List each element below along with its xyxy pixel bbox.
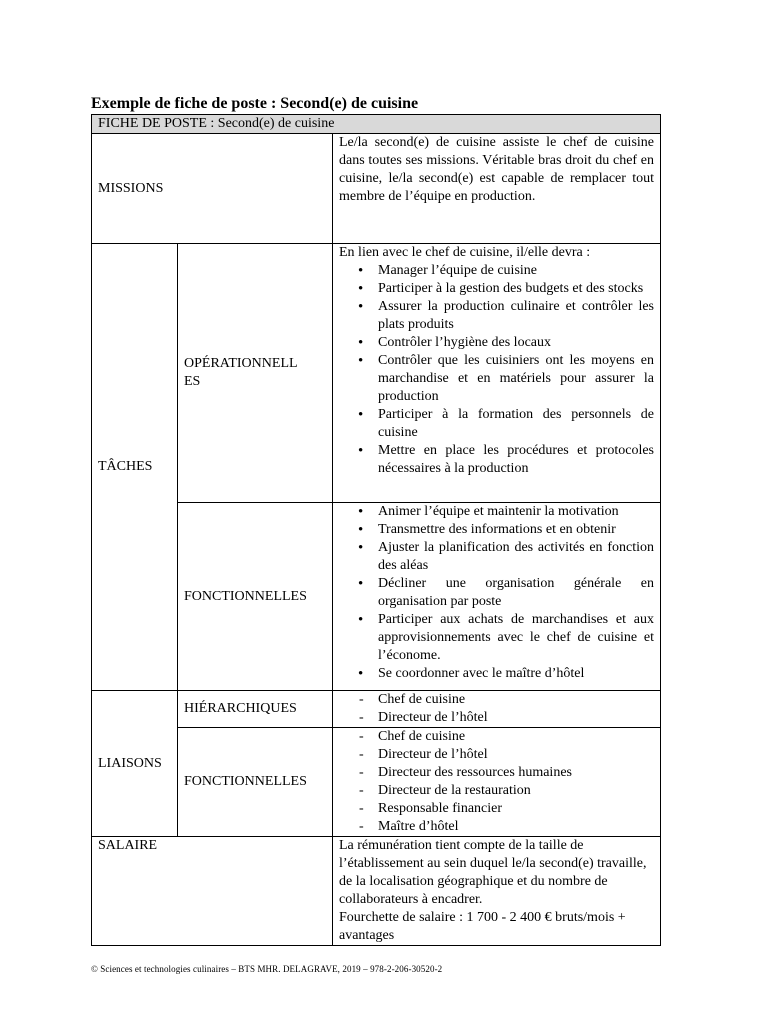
operationnelles-label: [178, 244, 333, 503]
taches-fonctionnelles-content: [333, 503, 661, 691]
list-item: - Chef de cuisine: [339, 691, 654, 709]
liaisons-fonctionnelles-list: [339, 728, 654, 836]
taches-fonctionnelles-row: [92, 503, 661, 691]
liaisons-fonctionnelles-content: [333, 728, 661, 837]
salaire-range: Fourchette de salaire : 1 700 - 2 400 € bruts/mois + avantages: [339, 910, 626, 943]
missions-label: MISSIONS: [92, 134, 333, 244]
list-item: - Directeur des ressources humaines: [339, 764, 654, 782]
list-item: • Animer l’équipe et maintenir la motivation: [339, 503, 654, 521]
list-item: • Contrôler que les cuisiniers ont les moyens en marchandise et en matériels pour assurer la production: [339, 352, 654, 406]
salaire-content: [333, 837, 661, 946]
list-item: - Maître d’hôtel: [339, 818, 654, 836]
list-item: • Transmettre des informations et en obtenir: [339, 521, 654, 539]
operationnelles-label-text: OPÉRATIONNELLES: [184, 356, 298, 389]
list-item: • Participer à la gestion des budgets et des stocks: [339, 280, 654, 298]
taches-fonctionnelles-label: FONCTIONNELLES: [178, 503, 333, 691]
liaisons-fonctionnelles-row: [92, 728, 661, 837]
taches-label: TÂCHES: [92, 244, 178, 691]
operationnelles-content: [333, 244, 661, 503]
list-item: • Mettre en place les procédures et protocoles nécessaires à la production: [339, 442, 654, 478]
salaire-text: La rémunération tient compte de la taille de l’établissement au sein duquel le/la second(e) travaille, de la localisation géographique et du nombre de collaborateurs à encadrer.: [339, 838, 647, 907]
list-item: - Directeur de l’hôtel: [339, 746, 654, 764]
table-header: FICHE DE POSTE : Second(e) de cuisine: [92, 115, 661, 134]
missions-text: Le/la second(e) de cuisine assiste le chef de cuisine dans toutes ses missions. Véritable bras droit du chef en cuisine, le/la second(e) est capable de remplacer tout membre de l’équipe en production.: [333, 134, 661, 244]
taches-fonctionnelles-list: [339, 503, 654, 683]
operationnelles-list: [339, 262, 654, 478]
list-item: - Directeur de l’hôtel: [339, 709, 654, 727]
salaire-row: [92, 837, 661, 946]
liaisons-hierarchiques-row: [92, 691, 661, 728]
taches-operationnelles-row: [92, 244, 661, 503]
list-item: - Chef de cuisine: [339, 728, 654, 746]
list-item: • Assurer la production culinaire et contrôler les plats produits: [339, 298, 654, 334]
list-item: • Manager l’équipe de cuisine: [339, 262, 654, 280]
list-item: - Responsable financier: [339, 800, 654, 818]
footer-copyright: © Sciences et technologies culinaires – BTS MHR. DELAGRAVE, 2019 – 978-2-206-30520-2: [91, 964, 443, 974]
list-item: - Directeur de la restauration: [339, 782, 654, 800]
liaisons-fonctionnelles-label: FONCTIONNELLES: [178, 728, 333, 837]
hierarchiques-label: HIÉRARCHIQUES: [178, 691, 333, 728]
table-header-row: [92, 115, 661, 134]
list-item: • Se coordonner avec le maître d’hôtel: [339, 665, 654, 683]
list-item: • Contrôler l’hygiène des locaux: [339, 334, 654, 352]
missions-row: [92, 134, 661, 244]
list-item: • Décliner une organisation générale en organisation par poste: [339, 575, 654, 611]
list-item: • Participer aux achats de marchandises et aux approvisionnements avec le chef de cuisine et l’économe.: [339, 611, 654, 665]
operationnelles-intro: En lien avec le chef de cuisine, il/elle devra :: [339, 245, 591, 260]
list-item: • Ajuster la planification des activités en fonction des aléas: [339, 539, 654, 575]
salaire-label: SALAIRE: [92, 837, 333, 946]
liaisons-label: LIAISONS: [92, 691, 178, 837]
list-item: • Participer à la formation des personnels de cuisine: [339, 406, 654, 442]
hierarchiques-list: [339, 691, 654, 727]
job-description-table: [91, 114, 661, 946]
hierarchiques-content: [333, 691, 661, 728]
page-title: Exemple de fiche de poste : Second(e) de cuisine: [91, 95, 419, 112]
